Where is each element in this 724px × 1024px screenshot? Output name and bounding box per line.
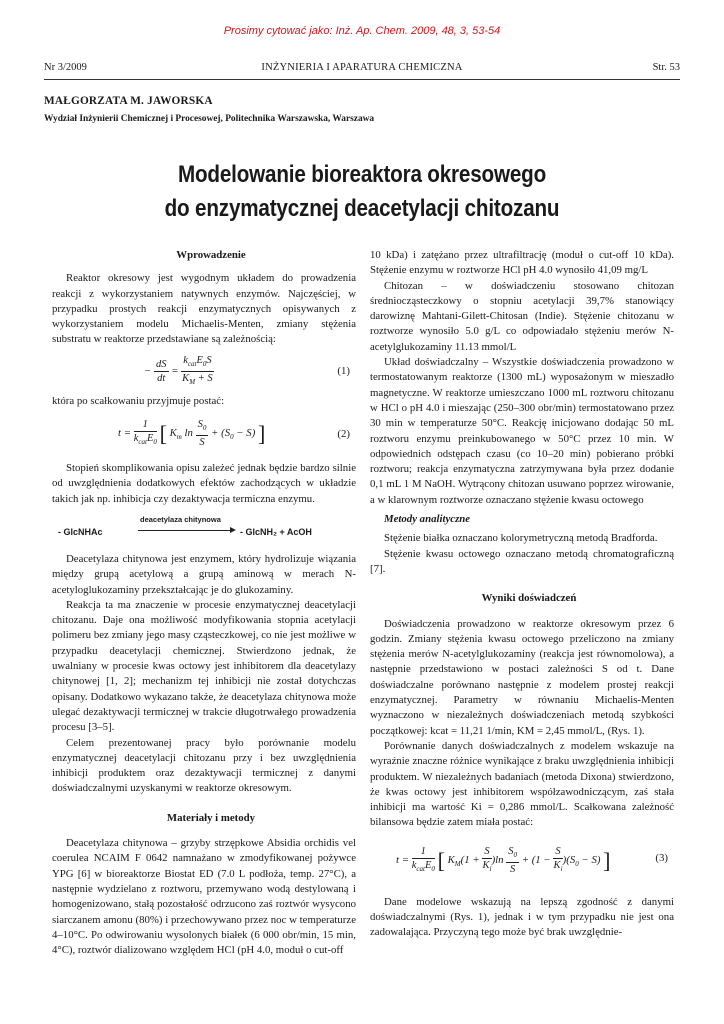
title-line-1: Modelowanie bioreaktora okresowego: [177, 161, 547, 188]
author-name: MAŁGORZATA M. JAWORSKA: [44, 95, 213, 107]
equation-number: (1): [337, 364, 350, 377]
affiliation: Wydział Inżynierii Chemicznej i Procesowej, Politechnika Warszawska, Warszawa: [44, 114, 375, 124]
equation-3: t = $\frac{1}{k_{cat}E_0}$ [ $K_M(1$ + $\frac{S}{K_i}$ )ln $\frac{S_0}{S}$ + (1 − $\frac{S}{K_i}$ )$(S_0 - S)$ ] (3): [396, 845, 668, 875]
page-number: Str. 53: [652, 62, 680, 73]
paragraph: Dane modelowe wskazują na lepszą zgodność z danymi doświadczalnymi (Rys. 1), jednak i w tym przypadku nie jest ona zadowalająca. Przyczyną tego może być brak uwzględnie-: [370, 895, 674, 939]
issue-number: Nr 3/2009: [44, 62, 87, 73]
section-heading-intro: Wprowadzenie: [176, 249, 246, 261]
equation-2: t = $\frac{1}{k_{cat}E_0}$ [ $K_m$ ln $\frac{S_0}{S}$ + $(S_0 - S)$ ] (2): [118, 419, 350, 449]
equation-number: (3): [655, 851, 668, 864]
paragraph: Reaktor okresowy jest wygodnym układem do prowadzenia reakcji z wykorzystaniem natywnych enzymów. Najczęściej, w przypadku prostych reakcji enzymatycznych opisywanych z wykorzystaniem modelu Michaelis-Menten, zmiany stężenia substratu w reaktorze przedstawiane są zależnością:: [52, 272, 356, 346]
paragraph: 10 kDa) i zatężano przez ultrafiltrację (moduł o cut-off 10 kDa). Stężenie enzymu w roztworze HCl pH 4.0 wynosiło 41,09 mg/L: [370, 249, 674, 277]
paragraph: Układ doświadczalny – Wszystkie doświadczenia prowadzono w termostatowanym reaktorze (1300 mL) wyposażonym w mieszadło magnetyczne. W reaktorze umieszczano 1000 mL roztworu chitozanu w HCl o pH 4.0 i mieszając (250–300 obr/min) termostatowano przez 30 min w temperaturze 50°C. Reakcję inicjowano dodając 50 mL roztworu enzymu preinkubowanego w 50°C przez 10 min. W odpowiednich odstępach czasu (co 10–20 min) pobierano próbki roztworu; reakcja enzymatyczna zatrzymywana była przez dodanie 0,1 mL 1 M NaOH. Wytrącony chitozan usuwano poprzez wirowanie, a w klarownym roztworze oznaczano stężenie kwasu octowego: [370, 356, 674, 506]
section-heading-methods: Materiały i metody: [166, 811, 256, 824]
paragraph: Deacetylaza chitynowa – grzyby strzępkowe Absidia orchidis vel coerulea NCAIM F 0642 namnażano w zmodyfikowanej pożywce YPG [6] w bioreaktorze Biostat ED (7.0 L podłoża, temp. 27°C), a następnie wydzielano z roztworu, przemywano wodą destylowaną i homogenizowano, stałą pozostałość odrzucono zaś roztwór wysycono siarczanem amonu (80%) i przechowywano przez noc w temperaturze 4–10°C. Po odwirowaniu wysolonych białek (6 000 obr/min, 15 min, 4°C), roztwór dializowano względem HCl (pH 4.0, moduł o cut-off: [52, 837, 356, 957]
reaction-enzyme-label: deacetylaza chitynowa: [140, 514, 221, 524]
subsection-heading-analytical: Metody analityczne: [384, 513, 471, 526]
paragraph: Stężenie kwasu octowego oznaczano metodą chromatograficzną [7].: [370, 547, 674, 575]
paragraph: Stężenie białka oznaczano kolorymetryczną metodą Bradforda.: [384, 532, 658, 545]
equation-number: (2): [337, 428, 350, 441]
paragraph: Reakcja ta ma znaczenie w procesie enzymatycznej deacetylacji chitozanu. Daje ona możliwość modyfikowania stopnia acetylacji polimeru bez zmiany jego masy cząsteczkowej, co nie jest możliwe w przypadku deacetylacji chemicznej. Stwierdzono jednak, że uwalniany w procesie kwas octowy jest inhibitorem dla deacetylazy chitynowej [1, 2]; mechanizm tej inhibicji nie został dotychczas opisany. Dodatkowo wykazano także, że deacetylaza chitynowa może ulegać dezaktywacji termicznej w trakcie długotrwałego prowadzenia procesu [3–5].: [52, 598, 356, 734]
reaction-products: - GlcNH₂ + AcOH: [240, 526, 312, 537]
header-rule: [44, 79, 680, 80]
journal-name: INŻYNIERIA I APARATURA CHEMICZNA: [261, 62, 463, 73]
paragraph: Porównanie danych doświadczalnych z modelem wskazuje na wyraźnie znaczne różnice wynikające z braku uwzględnienia inhibicji produktem. W niezależnych badaniach (metoda Dixona) stwierdzono, że kwas octowy jest inhibitorem współzawodniczącym, zaś stała inhibicji ma wartość Ki = 0,286 mmol/L. Scałkowana zależność bilansowa będzie zatem miała postać:: [370, 739, 674, 829]
paragraph: Stopień skomplikowania opisu zależeć jednak będzie bardzo silnie od uwzględnienia dodatkowych efektów zachodzących w układzie takich jak np. inhibicja czy dezaktywacja termiczna enzymu.: [52, 462, 356, 505]
citation-note: Prosimy cytować jako: Inż. Ap. Chem. 2009, 48, 3, 53-54: [223, 25, 501, 37]
section-heading-results: Wyniki doświadczeń: [481, 592, 577, 605]
left-column: [52, 248, 356, 958]
reaction-scheme: [52, 512, 356, 546]
article-title: [51, 158, 674, 226]
reaction-arrow-icon: [138, 530, 234, 531]
equation-1: − $\frac{dS}{dt}$ = $\frac{k_{cat}E_0S}{K_M + S}$ (1): [144, 354, 350, 386]
reaction-substrate: - GlcNHAc: [58, 526, 103, 537]
right-column: [370, 248, 674, 941]
title-line-2: do enzymatycznej deacetylacji chitozanu: [164, 195, 560, 222]
paragraph: Celem prezentowanej pracy było porównanie modelu enzymatycznej deacetylacji chitozanu przy i bez uwzględnienia inhibicji produktem oraz dezaktywacji termicznej z danymi doświadczalnymi uzyskanymi w reaktorze okresowym.: [52, 736, 356, 795]
paragraph: Doświadczenia prowadzono w reaktorze okresowym przez 6 godzin. Zmiany stężenia kwasu octowego przeliczono na zmiany stężenia merów N-acetylglukozaminy (reakcja jest równomolowa), a następnie przedstawiono w postaci zależności S od t. Dane doświadczalne porównano następnie z modelem prostej reakcji enzymatycznej. Parametry w równaniu Michaelis-Menten wyznaczono w niezależnych doświadczeniach metodą szybkości początkowej: kcat = 11,21 1/min, KM = 2,45 mmol/L, (Rys. 1).: [370, 617, 674, 737]
paragraph: która po scałkowaniu przyjmuje postać:: [52, 394, 225, 407]
paragraph: Chitozan – w doświadczeniu stosowano chitozan średniocząsteczkowy o stopniu acetylacji 39,7% stanowiący darowiznę Mahtani-Gilett-Chitosan (Indie). Stężenie chitozanu w roztworze wynosiło 5.0 g/L co odpowiadało stężeniu merów N-acetylglukozaminy 11.13 mmol/L: [370, 279, 674, 353]
paragraph: Deacetylaza chitynowa jest enzymem, który hydrolizuje wiązania między grupą acetylową a grupą aminową w merach N-acetyloglukozaminy przekształcając je do glukozaminy.: [52, 552, 356, 596]
